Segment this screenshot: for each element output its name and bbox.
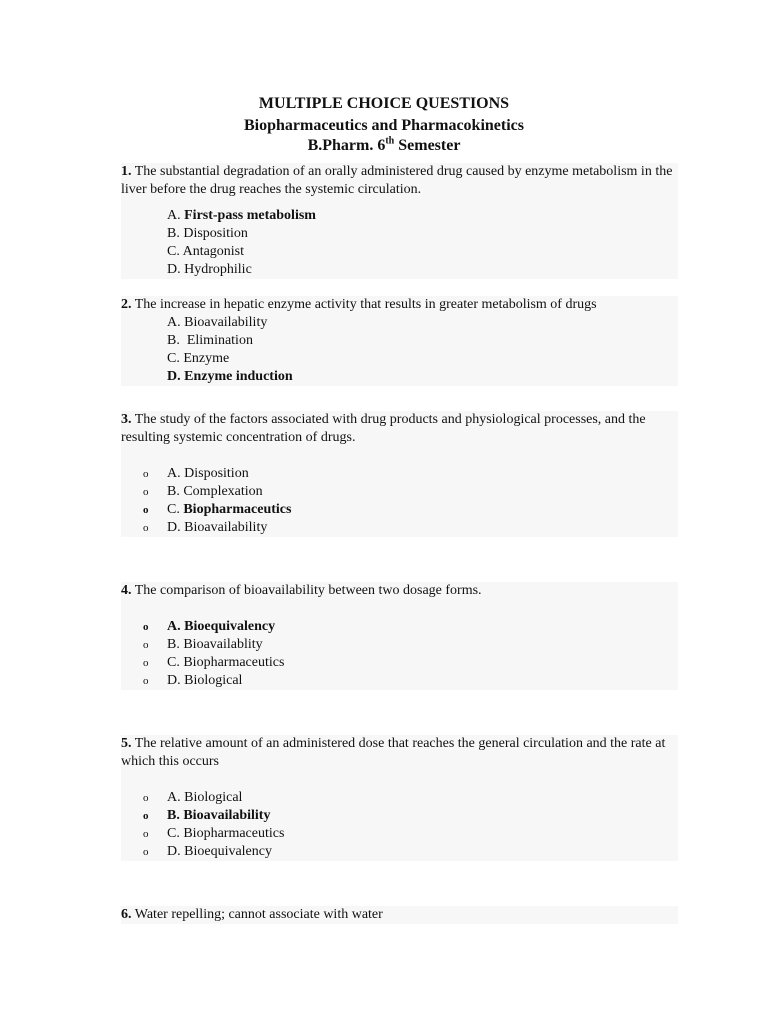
option-letter: D.	[167, 520, 185, 535]
bullet-marker: o	[143, 468, 149, 480]
option-text: Enzyme	[183, 351, 230, 366]
question-text	[121, 411, 678, 447]
option-letter: A.	[167, 208, 185, 223]
option-c	[121, 501, 678, 519]
option-letter: C.	[167, 655, 184, 670]
option-d	[121, 843, 678, 861]
question-number: 3.	[121, 412, 132, 427]
question-2	[121, 296, 678, 386]
option-d	[121, 519, 678, 537]
question-number: 6.	[121, 907, 132, 922]
option-text: Elimination	[186, 333, 253, 348]
option-text: Biological	[184, 673, 243, 688]
question-1	[121, 163, 678, 279]
question-5	[121, 735, 678, 861]
option-a	[121, 207, 678, 225]
option-letter: C.	[167, 244, 183, 259]
option-text: Bioequivalency	[184, 619, 276, 634]
option-text: Biopharmaceutics	[183, 502, 292, 517]
question-number: 2.	[121, 297, 132, 312]
option-text: Hydrophilic	[184, 262, 252, 277]
option-text: Bioavailablity	[183, 637, 263, 652]
bullet-marker: o	[143, 792, 149, 804]
option-b	[121, 332, 678, 350]
question-text	[121, 163, 678, 199]
option-letter: B.	[167, 637, 184, 652]
option-text: Biopharmaceutics	[183, 826, 285, 841]
option-a	[121, 314, 678, 332]
option-letter: B.	[167, 333, 187, 348]
option-letter: C.	[167, 826, 184, 841]
option-letter: D.	[167, 369, 185, 384]
question-body: The study of the factors associated with drug products and physiological processes, and the resulting systemic concentration of drugs.	[121, 412, 646, 445]
bullet-marker: o	[143, 522, 149, 534]
option-b	[121, 807, 678, 825]
course-superscript: th	[385, 135, 395, 147]
course-suffix: Semester	[394, 137, 461, 154]
option-letter: A.	[167, 315, 185, 330]
option-letter: B.	[167, 484, 184, 499]
question-body: The increase in hepatic enzyme activity that results in greater metabolism of drugs	[131, 297, 597, 312]
options-list	[121, 618, 678, 690]
option-letter: B.	[167, 226, 184, 241]
question-3	[121, 411, 678, 537]
option-text: Complexation	[183, 484, 263, 499]
question-body: The comparison of bioavailability between two dosage forms.	[131, 583, 482, 598]
option-d	[121, 261, 678, 279]
option-text: Disposition	[184, 466, 249, 481]
question-body: The relative amount of an administered dose that reaches the general circulation and the rate at which this occurs	[121, 736, 666, 769]
bullet-marker: o	[143, 828, 149, 840]
question-text	[121, 906, 678, 924]
question-text	[121, 296, 678, 314]
option-c	[121, 243, 678, 261]
option-text: Biopharmaceutics	[183, 655, 285, 670]
bullet-marker: o	[143, 621, 149, 633]
option-text: Disposition	[183, 226, 248, 241]
option-b	[121, 225, 678, 243]
question-text	[121, 735, 678, 771]
options-list	[121, 314, 678, 386]
option-b	[121, 483, 678, 501]
option-a	[121, 465, 678, 483]
option-letter: A.	[167, 790, 185, 805]
document-course	[0, 136, 768, 156]
bullet-marker: o	[143, 846, 149, 858]
option-letter: B.	[167, 808, 184, 823]
option-letter: A.	[167, 619, 185, 634]
option-letter: A.	[167, 466, 185, 481]
bullet-marker: o	[143, 504, 149, 516]
option-text: Bioavailability	[184, 520, 268, 535]
option-d	[121, 672, 678, 690]
options-list	[121, 207, 678, 279]
option-a	[121, 618, 678, 636]
option-d	[121, 368, 678, 386]
option-a	[121, 789, 678, 807]
question-text	[121, 582, 678, 600]
course-prefix: B.Pharm. 6	[307, 137, 386, 154]
question-number: 4.	[121, 583, 132, 598]
question-6	[121, 906, 678, 924]
question-4	[121, 582, 678, 690]
options-list	[121, 465, 678, 537]
question-body: Water repelling; cannot associate with water	[131, 907, 383, 922]
bullet-marker: o	[143, 675, 149, 687]
bullet-marker: o	[143, 657, 149, 669]
option-c	[121, 350, 678, 368]
option-text: Bioequivalency	[184, 844, 272, 859]
bullet-marker: o	[143, 639, 149, 651]
option-letter: C.	[167, 502, 184, 517]
option-letter: D.	[167, 844, 185, 859]
option-text: Biological	[184, 790, 243, 805]
bullet-marker: o	[143, 486, 149, 498]
question-number: 1.	[121, 164, 132, 179]
bullet-marker: o	[143, 810, 149, 822]
option-text: Bioavailability	[184, 315, 268, 330]
document-title: MULTIPLE CHOICE QUESTIONS	[258, 95, 510, 112]
option-text: Enzyme induction	[184, 369, 293, 384]
option-text: Antagonist	[182, 244, 245, 259]
option-letter: C.	[167, 351, 184, 366]
document-subject: Biopharmaceutics and Pharmacokinetics	[244, 117, 524, 134]
option-c	[121, 654, 678, 672]
option-b	[121, 636, 678, 654]
option-letter: D.	[167, 262, 185, 277]
option-letter: D.	[167, 673, 185, 688]
question-number: 5.	[121, 736, 132, 751]
option-c	[121, 825, 678, 843]
question-body: The substantial degradation of an orally administered drug caused by enzyme metabolism in the liver before the drug reaches the systemic circulation.	[121, 164, 673, 197]
options-list	[121, 789, 678, 861]
option-text: First-pass metabolism	[184, 208, 316, 223]
option-text: Bioavailability	[183, 808, 271, 823]
